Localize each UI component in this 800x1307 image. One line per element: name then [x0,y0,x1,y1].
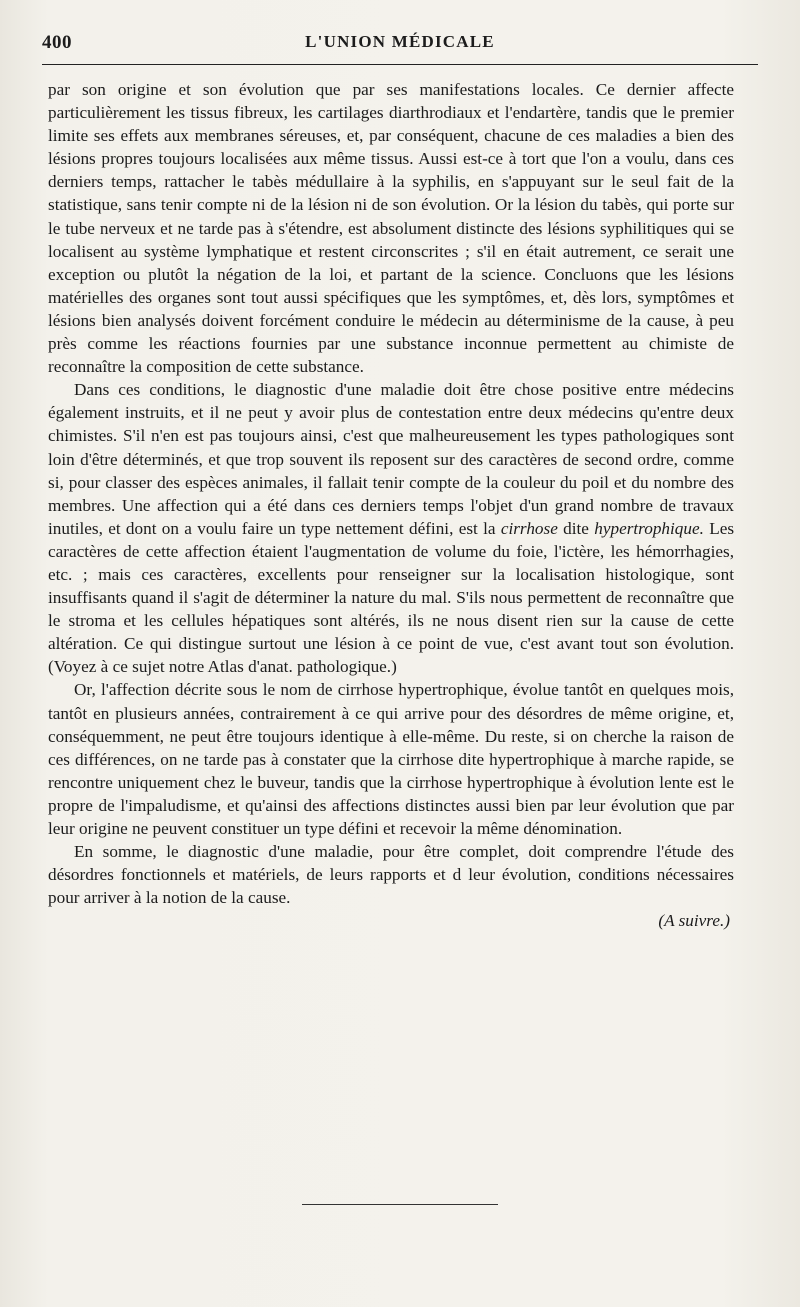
term-cirrhose: cirrhose [500,518,558,538]
paragraph-2-continued: Les caractères de cette affection étaient l'augmentation de volume du foie, l'ictère, les hémorrhagies, etc. ; mais ces caractères, excellents pour renseigner sur la localisation histologique, sont insuffisants quand il s'agit de déterminer la nature du mal. S'ils nous permettent de reconnaître que le stroma et les cellules hépatiques sont altérés, ils ne nous disent rien sur la cause de cette altération. Ce qui distingue surtout une lésion à ce point de vue, c'est avant tout son évolution. (Voyez à ce sujet notre Atlas d'anat. pathologique.) [48,518,735,677]
paragraph-1: par son origine et son évolution que par ses manifestations locales. Ce dernier affecte particulièrement les tissus fibreux, les cartilages diarthrodiaux et l'endartère, tandis que le premier limite ses effets aux membranes séreuses, et, par conséquent, chacune de ces maladies a bien des lésions propres toujours localisées aux même tissus. Aussi est-ce à tort que l'on a voulu, dans ces derniers temps, rattacher le tabès médullaire à la syphilis, en s'appuyant sur le seul fait de la statistique, sans tenir compte ni de la lésion ni de son évolution. Or la lésion du tabès, qui porte sur le tube nerveux et ne tarde pas à s'étendre, est absolument distincte des lésions syphilitiques qui se localisent au système lymphatique et restent circonscrites ; s'il en était autrement, ce serait une exception ou plutôt la négation de la loi, et partant de la science. Concluons que les lésions matérielles des organes sont tout aussi spécifiques que les symptômes, et, dès lors, symptômes et lésions bien analysés doivent forcément conduire le médecin au déterminisme de la cause, à peu près comme les réactions fournies par une substance inconnue permettent au chimiste de reconnaître la composition de cette substance. [48,80,734,377]
continuation-note: (A suivre.) [658,911,730,931]
running-title: L'UNION MÉDICALE [305,32,495,51]
word-dite: dite [563,518,589,538]
article-body [48,78,734,932]
page-header [42,28,758,58]
page-number: 400 [42,32,72,53]
paragraph-3: Or, l'affection décrite sous le nom de cirrhose hypertrophique, évolue tantôt en quelques mois, tantôt en plusieurs années, contrairement à ce qui arrive pour des désordres de même origine, et, conséquemment, ne peut être toujours identique à elle-même. Du reste, si on cherche la raison de ces différences, on ne tarde pas à constater que la cirrhose dite hypertrophique à marche rapide, se rencontre uniquement chez le buveur, tandis que la cirrhose hypertrophique à évolution lente est le propre de l'impaludisme, et qu'ainsi des affections distinctes aussi bien par leur évolution que par leur origine ne peuvent constituer un type défini et recevoir la même dénomination. [48,680,734,838]
header-rule [42,64,758,65]
paragraph-2-text: Dans ces conditions, le diagnostic d'une maladie doit être chose positive entre médecins également instruits, et il ne peut y avoir plus de contestation entre deux médecins qu'entre deux chimistes. S'il n'en est pas toujours ainsi, c'est que malheureusement les types pathologiques sont loin d'être déterminés, et que trop souvent ils reposent sur des caractères de second ordre, comme si, pour classer des espèces animales, il fallait tenir compte de la couleur du poil et du nombre des membres. Une affection qui a été dans ces derniers temps l'objet d'un grand nombre de travaux inutiles, et dont on a voulu faire un type nettement défini, est la [48,380,734,538]
bottom-rule [302,1204,498,1205]
paragraph-4: En somme, le diagnostic d'une maladie, pour être complet, doit comprendre l'étude des désordres fonctionnels et matériels, de leurs rapports et d leur évolution, conditions nécessaires pour arriver à la notion de la cause. [48,842,734,908]
paragraph-2 [48,378,734,678]
term-hypertrophique: hypertrophique. [594,518,704,538]
